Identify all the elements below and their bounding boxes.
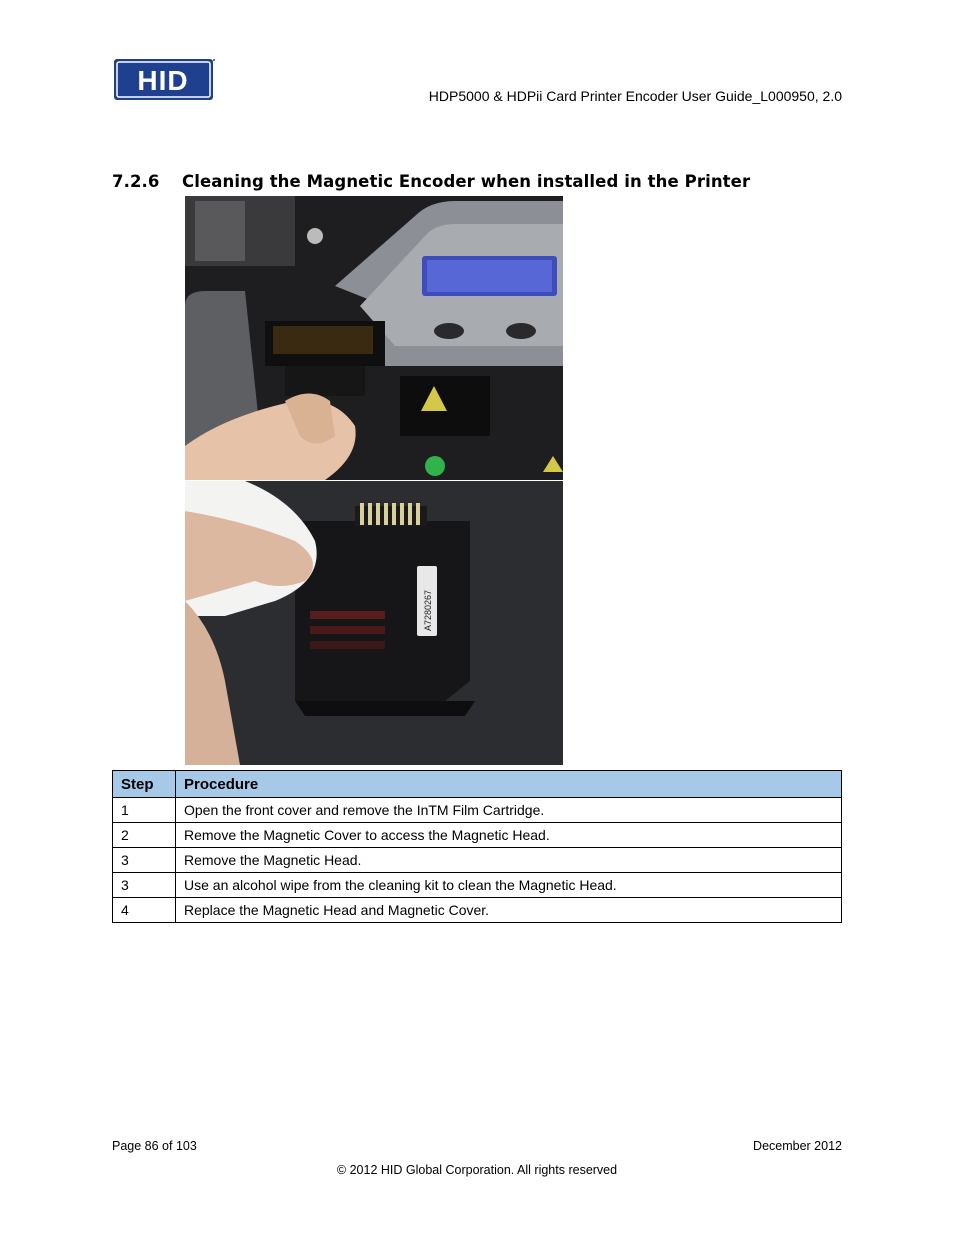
cleaning-wipe-photo [185,481,563,765]
step-cell: 1 [113,798,176,823]
table-row [113,798,842,823]
header-step: Step [113,771,176,798]
procedure-cell: Open the front cover and remove the InTM Film Cartridge. [176,798,842,823]
copyright: © 2012 HID Global Corporation. All rights reserved [336,1163,618,1177]
page-number: Page 86 of 103 [112,1139,197,1153]
step-cell: 4 [113,898,176,923]
procedure-cell: Use an alcohol wipe from the cleaning kit to clean the Magnetic Head. [176,873,842,898]
table-row [113,823,842,848]
hid-logo [113,57,215,102]
footer-date: December 2012 [753,1139,842,1153]
header-procedure: Procedure [176,771,842,798]
section-heading [112,172,750,191]
procedure-cell: Remove the Magnetic Head. [176,848,842,873]
procedure-table [112,770,842,923]
printer-encoder-photo [185,196,563,480]
table-row [113,873,842,898]
document-title: HDP5000 & HDPii Card Printer Encoder User Guide_L000950, 2.0 [428,88,842,104]
step-cell: 3 [113,873,176,898]
svg-text:A7280267: A7280267 [423,589,433,631]
step-cell: 2 [113,823,176,848]
procedure-cell: Remove the Magnetic Cover to access the Magnetic Head. [176,823,842,848]
table-row [113,898,842,923]
step-cell: 3 [113,848,176,873]
section-title: Cleaning the Magnetic Encoder when installed in the Printer [182,172,751,191]
svg-text:HID: HID [137,65,189,96]
table-header-row [113,771,842,798]
table-row [113,848,842,873]
procedure-cell: Replace the Magnetic Head and Magnetic Cover. [176,898,842,923]
section-number: 7.2.6 [112,172,160,191]
